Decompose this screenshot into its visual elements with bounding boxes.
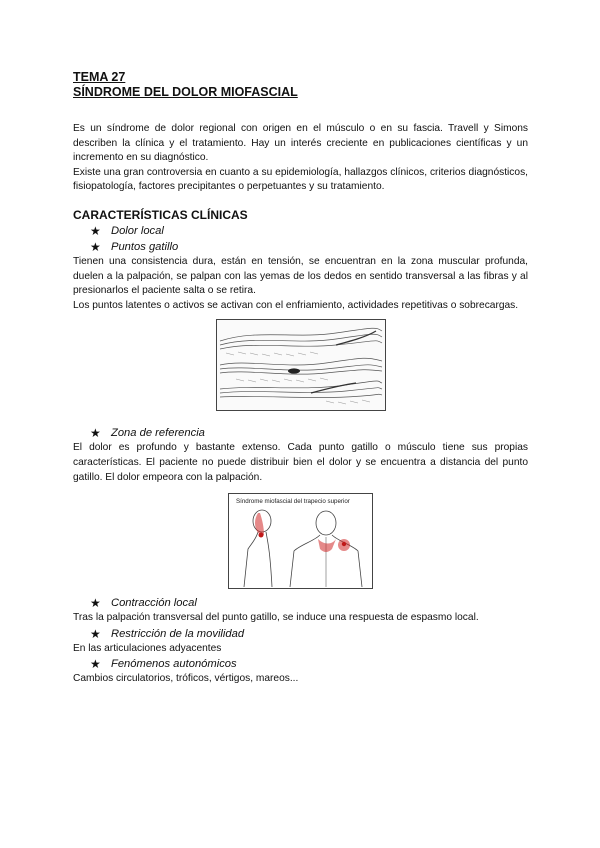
bullet-label: Dolor local — [111, 224, 164, 237]
bullet-label: Fenómenos autonómicos — [111, 658, 237, 671]
puntos-gatillo-text: Tienen una consistencia dura, están en tensión, se encuentran en la zona muscular profunda, duelen a la palpación, se palpan con las yemas de los dedos en sentido transversal a las fibras y al presionarlos el paciente salta o se retira. — [73, 255, 528, 297]
bullet-restriccion-movilidad — [73, 626, 528, 642]
page-title: SÍNDROME DEL DOLOR MIOFASCIAL — [73, 85, 298, 99]
bullet-zona-referencia — [73, 425, 528, 441]
muscle-fibers-illustration — [216, 319, 386, 411]
bullet-label: Restricción de la movilidad — [111, 627, 245, 640]
bullet-fenomenos-autonomicos — [73, 656, 528, 672]
zona-referencia-text: El dolor es profundo y bastante extenso. Cada punto gatillo o músculo tiene sus propias características. El paciente no puede distribuir bien el dolor y se encuentra a distancia del punto gatillo. El dolor empeora con la palpación. — [73, 442, 528, 483]
fenomenos-autonomicos-text: Cambios circulatorios, tróficos, vértigos, mareos... — [73, 673, 299, 685]
star-icon: ★ — [90, 626, 101, 641]
intro-paragraph-2: Existe una gran controversia en cuanto a su epidemiología, hallazgos clínicos, criterios diagnósticos, fisiopatología, factores precipitantes o perpetuantes y su tratamiento. — [73, 166, 528, 193]
figure-caption: Síndrome miofascial del trapecio superior — [236, 498, 350, 506]
star-icon: ★ — [90, 426, 101, 441]
bullet-puntos-gatillo — [73, 239, 528, 255]
bullet-label: Contracción local — [111, 597, 197, 610]
restriccion-movilidad-text: En las articulaciones adyacentes — [73, 642, 222, 654]
bullet-contraccion-local — [73, 595, 528, 611]
star-icon: ★ — [90, 239, 101, 254]
puntos-latentes-text: Los puntos latentes o activos se activan con el enfriamiento, actividades repetitivas o sobrecargas. — [73, 299, 519, 311]
tema-number: TEMA 27 — [73, 70, 126, 84]
section-heading: CARACTERÍSTICAS CLÍNICAS — [73, 207, 248, 222]
document-page — [73, 70, 528, 687]
star-icon: ★ — [90, 223, 101, 238]
bullet-label: Zona de referencia — [111, 427, 205, 440]
trapezius-illustration — [228, 493, 373, 589]
star-icon: ★ — [90, 657, 101, 672]
bullet-label: Puntos gatillo — [111, 240, 179, 253]
star-icon: ★ — [90, 596, 101, 611]
intro-paragraph-1: Es un síndrome de dolor regional con origen en el músculo o en su fascia. Travell y Simons describen la clínica y el tratamiento. Hay un interés creciente en publicaciones científicas y un incremento en su diagnóstico. — [73, 123, 528, 164]
contraccion-local-text: Tras la palpación transversal del punto gatillo, se induce una respuesta de espasmo local. — [73, 612, 479, 624]
bullet-dolor-local — [73, 223, 528, 239]
